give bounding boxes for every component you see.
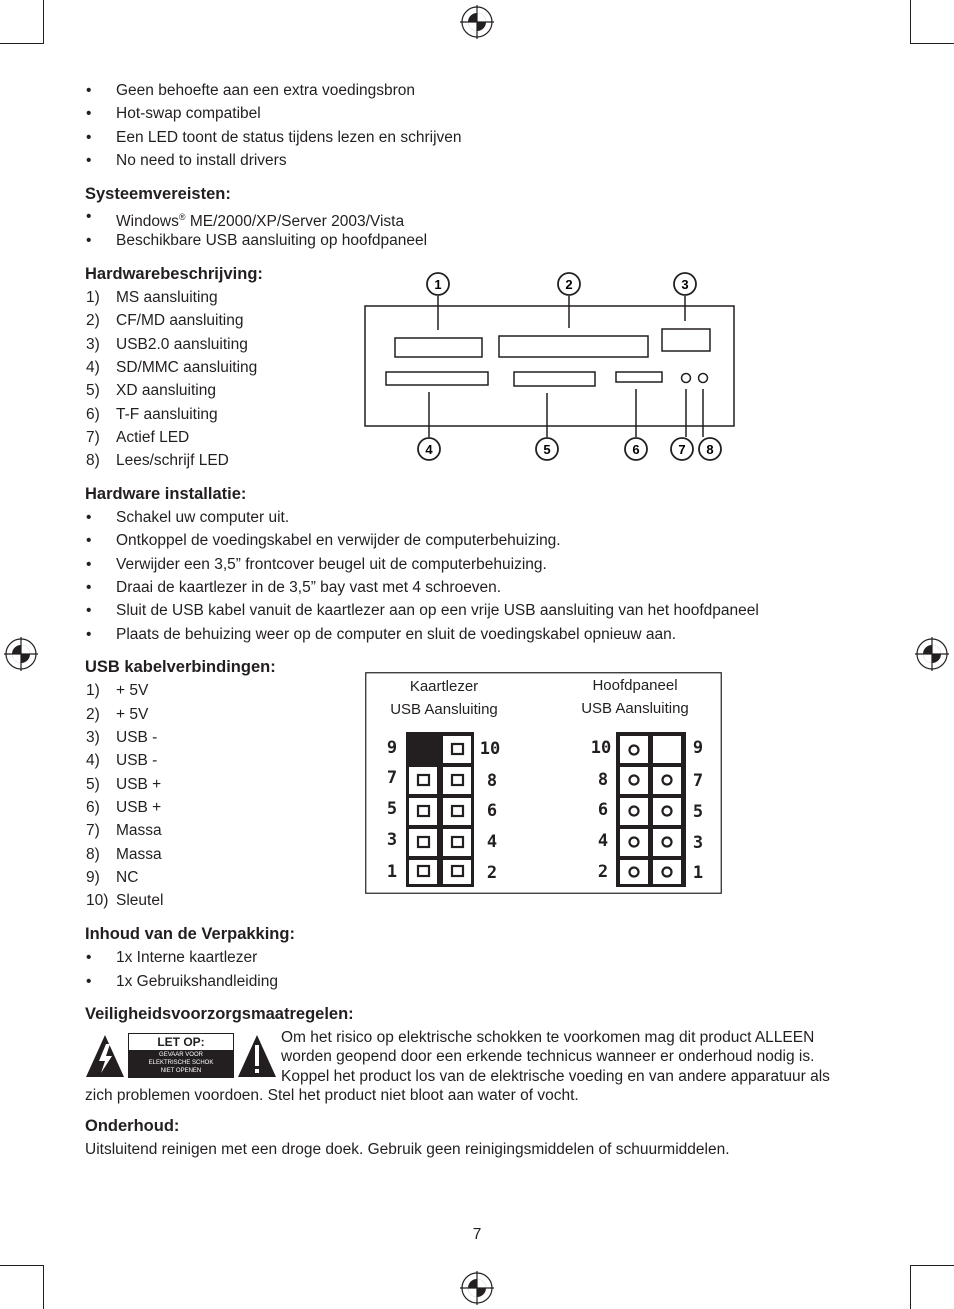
pin-label: 8 — [486, 771, 498, 791]
page-number: 7 — [472, 1226, 482, 1243]
callout-1 — [427, 273, 449, 295]
pin-label: 7 — [386, 768, 398, 788]
exclamation-warning-icon — [237, 1034, 277, 1078]
caution-label-title: LET OP: — [157, 1035, 205, 1049]
usb-port — [662, 329, 710, 351]
cf-md-slot — [499, 336, 648, 357]
pin-label: 10 — [590, 738, 612, 758]
registration-mark-icon — [4, 637, 38, 671]
registration-mark-icon — [460, 1271, 494, 1305]
pin-label: 1 — [692, 863, 704, 883]
crop-mark — [0, 43, 44, 44]
pin-label: 6 — [486, 801, 498, 821]
callout-2 — [558, 273, 580, 295]
svg-text:2: 2 — [565, 277, 573, 292]
pin-label: 9 — [386, 738, 398, 758]
ms-slot — [395, 338, 482, 357]
pin-label: 5 — [692, 802, 704, 822]
svg-text:7: 7 — [678, 442, 686, 457]
pin-label: 5 — [386, 799, 398, 819]
pin-label: 10 — [479, 739, 501, 759]
pin-label: 4 — [597, 831, 609, 851]
crop-mark — [0, 1265, 44, 1266]
section-heading-maintenance: Onderhoud: — [85, 1117, 180, 1135]
card-reader-header — [406, 732, 474, 887]
safety-text: Om het risico op elektrische schokken te voorkomen mag dit product ALLEEN — [281, 1029, 815, 1046]
pin-label: 9 — [692, 738, 704, 758]
callout-7 — [671, 438, 693, 460]
xd-slot — [514, 372, 595, 386]
registration-mark-icon — [460, 5, 494, 39]
section-heading-install: Hardware installatie: — [85, 485, 247, 503]
pin-label: 7 — [692, 771, 704, 791]
crop-mark — [910, 43, 954, 44]
callout-8 — [699, 438, 721, 460]
svg-text:1: 1 — [434, 277, 442, 292]
pin-label: 3 — [386, 830, 398, 850]
pin-label: 1 — [386, 862, 398, 882]
caution-label: LET OP: GEVAAR VOOR ELEKTRISCHE SCHOK NIET OPENEN — [128, 1033, 234, 1078]
tf-slot — [616, 372, 662, 382]
mainboard-header — [616, 732, 686, 887]
crop-mark — [43, 1265, 44, 1309]
crop-mark — [43, 0, 44, 44]
right-header-title: Hoofdpaneel — [592, 677, 678, 694]
card-reader-diagram — [355, 266, 740, 471]
safety-text: zich problemen voordoen. Stel het product niet bloot aan water of vocht. — [85, 1087, 579, 1104]
section-heading-safety: Veiligheidsvoorzorgsmaatregelen: — [85, 1005, 354, 1023]
svg-text:8: 8 — [706, 442, 714, 457]
lightning-warning-icon — [85, 1034, 125, 1078]
crop-mark — [910, 1265, 954, 1266]
maintenance-text: Uitsluitend reinigen met een droge doek. Gebruik geen reinigingsmiddelen of schuurmiddelen. — [85, 1141, 730, 1158]
pin-label: 8 — [597, 770, 609, 790]
svg-text:5: 5 — [543, 442, 551, 457]
left-header-subtitle: USB Aansluiting — [390, 701, 498, 718]
callout-3 — [674, 273, 696, 295]
left-header-title: Kaartlezer — [409, 678, 479, 695]
svg-text:6: 6 — [632, 442, 640, 457]
active-led — [682, 374, 691, 383]
usb-header-diagram — [365, 672, 723, 895]
safety-text: worden geopend door een erkende technicus wanneer er onderhoud nodig is. — [281, 1048, 815, 1065]
svg-text:3: 3 — [681, 277, 689, 292]
pin-label: 4 — [486, 832, 498, 852]
front-panel-outline — [365, 306, 734, 426]
right-header-subtitle: USB Aansluiting — [581, 700, 689, 717]
crop-mark — [910, 0, 911, 44]
callout-5 — [536, 438, 558, 460]
pin-label: 6 — [597, 800, 609, 820]
rw-led — [699, 374, 708, 383]
callout-4 — [418, 438, 440, 460]
safety-text: Koppel het product los van de elektrische voeding en van andere apparatuur als — [281, 1068, 830, 1085]
section-heading-package: Inhoud van de Verpakking: — [85, 925, 295, 943]
pin-label: 3 — [692, 833, 704, 853]
callout-6 — [625, 438, 647, 460]
crop-mark — [910, 1265, 911, 1309]
section-heading-hardware: Hardwarebeschrijving: — [85, 265, 263, 283]
sd-mmc-slot — [386, 372, 488, 385]
svg-text:4: 4 — [425, 442, 433, 457]
section-heading-usb: USB kabelverbindingen: — [85, 658, 276, 676]
pin-label: 2 — [597, 862, 609, 882]
registration-mark-icon — [915, 637, 949, 671]
section-heading-system: Systeemvereisten: — [85, 185, 231, 203]
pin-label: 2 — [486, 863, 498, 883]
